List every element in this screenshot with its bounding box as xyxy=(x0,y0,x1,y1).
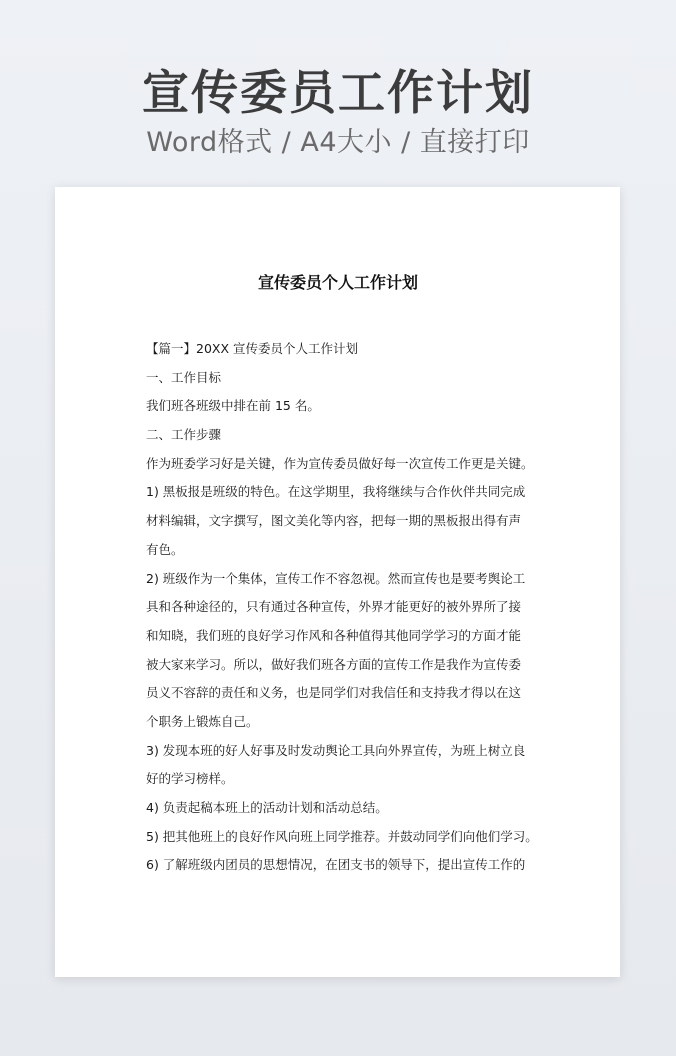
doc-line: 好的学习榜样。 xyxy=(146,771,234,787)
doc-line: 作为班委学习好是关键，作为宣传委员做好每一次宣传工作更是关键。 xyxy=(146,455,534,471)
banner-title: 宣传委员工作计划 xyxy=(142,66,534,121)
doc-line: 4) 负责起稿本班上的活动计划和活动总结。 xyxy=(146,800,388,815)
doc-line: 被大家来学习。所以，做好我们班各方面的宣传工作是我作为宣传委 xyxy=(146,656,522,672)
doc-line: 【篇一】20XX 宣传委员个人工作计划 xyxy=(146,341,359,356)
doc-line: 有色。 xyxy=(146,541,184,557)
doc-line: 二、工作步骤 xyxy=(146,427,222,443)
doc-line: 3) 发现本班的好人好事及时发动舆论工具向外界宣传，为班上树立良 xyxy=(146,742,526,758)
banner-subtitle: Word格式 / A4大小 / 直接打印 xyxy=(146,127,530,158)
doc-line: 和知晓，我们班的良好学习作风和各种值得其他同学学习的方面才能 xyxy=(146,627,522,643)
doc-line: 材料编辑，文字撰写，图文美化等内容，把每一期的黑板报出得有声 xyxy=(146,513,522,529)
doc-line: 一、工作目标 xyxy=(146,369,222,385)
document-title: 宣传委员个人工作计划 xyxy=(257,273,418,292)
doc-line: 员义不容辞的责任和义务，也是同学们对我信任和支持我才得以在这 xyxy=(146,685,522,701)
doc-line: 个职务上锻炼自己。 xyxy=(146,713,259,729)
doc-line: 1) 黑板报是班级的特色。在这学期里，我将继续与合作伙伴共同完成 xyxy=(146,484,526,500)
banner xyxy=(0,0,676,160)
doc-line: 2) 班级作为一个集体，宣传工作不容忽视。然而宣传也是要考舆论工 xyxy=(146,570,526,586)
doc-line: 我们班各班级中排在前 15 名。 xyxy=(146,398,320,414)
document-body xyxy=(146,339,546,884)
doc-line: 具和各种途径的，只有通过各种宣传，外界才能更好的被外界所了接 xyxy=(146,599,522,615)
doc-line: 6) 了解班级内团员的思想情况，在团支书的领导下，提出宣传工作的 xyxy=(146,857,526,873)
doc-line: 5) 把其他班上的良好作风向班上同学推荐。并鼓动同学们向他们学习。 xyxy=(146,828,538,844)
